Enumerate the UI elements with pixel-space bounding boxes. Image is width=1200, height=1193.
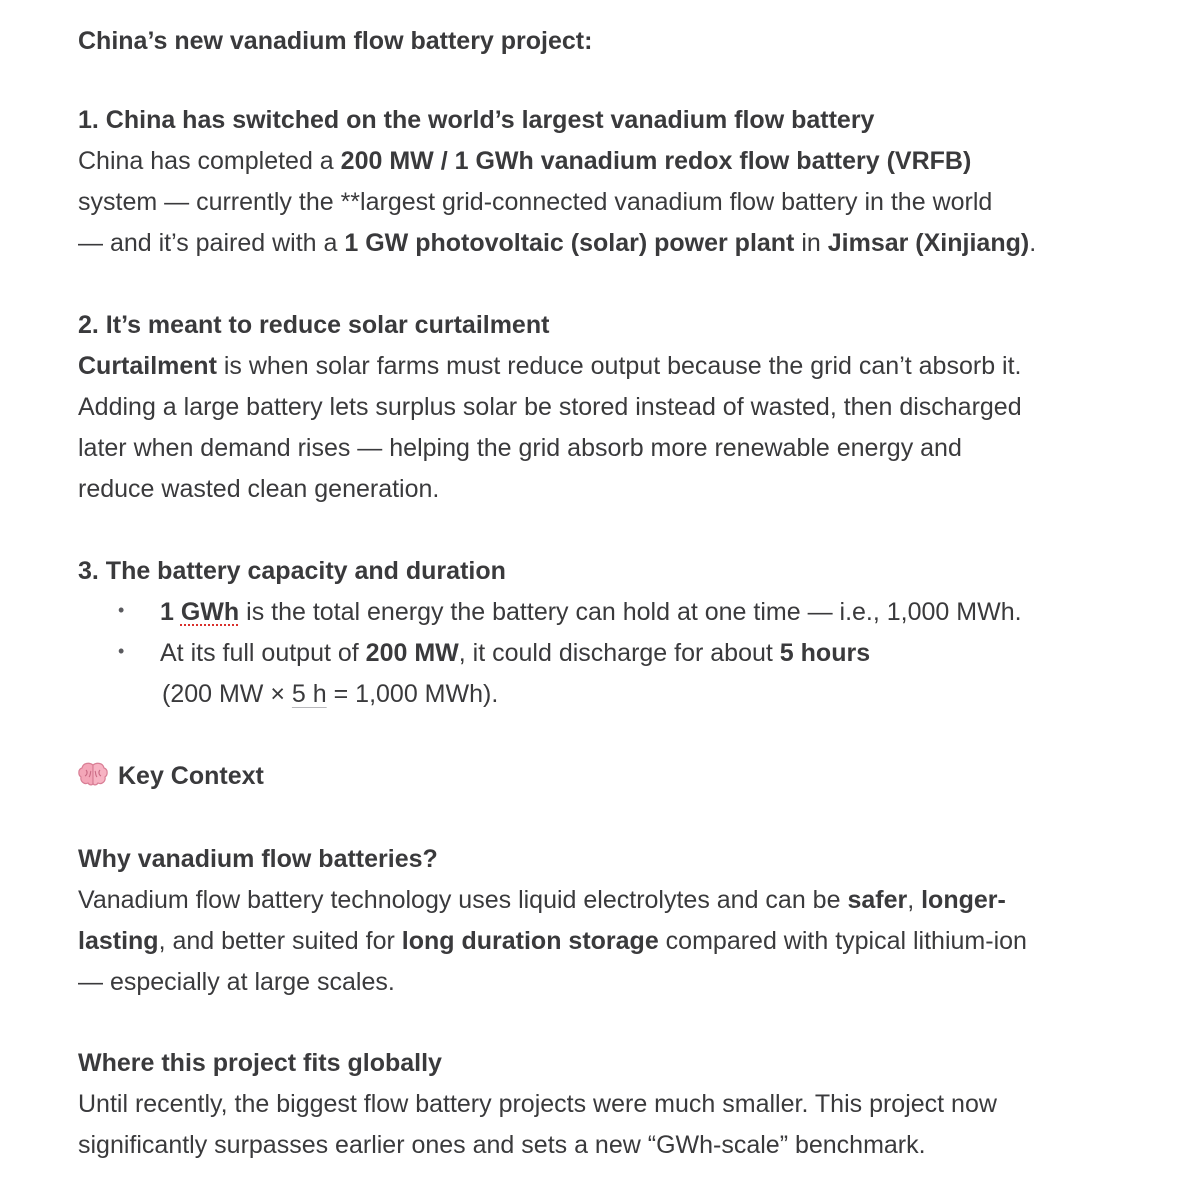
bold-run: safer bbox=[847, 886, 908, 914]
bold-run: longer- bbox=[921, 886, 1006, 914]
bold-run: 1 bbox=[160, 598, 181, 626]
bold-run: 200 MW bbox=[365, 639, 459, 667]
where-line-1: Until recently, the biggest flow battery projects were much smaller. This project now bbox=[78, 1090, 997, 1118]
bold-run: Jimsar (Xinjiang) bbox=[827, 229, 1030, 257]
bold-run: long duration storage bbox=[401, 927, 659, 955]
text-run: is the total energy the battery can hold at one time — i.e., 1,000 MWh. bbox=[239, 598, 1022, 626]
bullet-dot: • bbox=[118, 641, 125, 661]
bold-run: 1 GW photovoltaic (solar) power plant bbox=[344, 229, 795, 257]
section-1-line-1 bbox=[78, 145, 971, 177]
text-run: . bbox=[1029, 229, 1037, 257]
section-1-line-3 bbox=[78, 227, 1036, 259]
text-run: (200 MW × bbox=[162, 680, 292, 708]
text-run: China has completed a bbox=[78, 147, 341, 175]
why-line-2 bbox=[78, 925, 1027, 957]
text-run: , bbox=[907, 886, 922, 914]
spellcheck-word: GWh bbox=[180, 598, 240, 626]
section-2-line-1 bbox=[78, 350, 1021, 382]
section-2-line-4: reduce wasted clean generation. bbox=[78, 475, 440, 503]
document-title: China’s new vanadium flow battery project: bbox=[78, 27, 593, 55]
section-1-line-2: system — currently the **largest grid-connected vanadium flow battery in the world bbox=[78, 188, 993, 216]
where-line-2: significantly surpasses earlier ones and sets a new “GWh-scale” benchmark. bbox=[78, 1131, 926, 1159]
bold-run: 200 MW / 1 GWh vanadium redox flow battery (VRFB) bbox=[340, 147, 972, 175]
why-line-3: — especially at large scales. bbox=[78, 968, 395, 996]
section-2-line-3: later when demand rises — helping the grid absorb more renewable energy and bbox=[78, 434, 962, 462]
bullet-item-1 bbox=[160, 596, 1022, 628]
section-2-line-2: Adding a large battery lets surplus solar be stored instead of wasted, then discharged bbox=[78, 393, 1022, 421]
bold-run: Curtailment bbox=[78, 352, 217, 380]
text-run: , and better suited for bbox=[158, 927, 402, 955]
key-context-heading bbox=[78, 760, 264, 792]
text-run: At its full output of bbox=[160, 639, 366, 667]
bold-run: 5 hours bbox=[779, 639, 871, 667]
text-run: compared with typical lithium-ion bbox=[658, 927, 1027, 955]
bullet-item-2-continuation bbox=[162, 678, 498, 710]
bullet-dot: • bbox=[118, 600, 125, 620]
section-3-heading: 3. The battery capacity and duration bbox=[78, 557, 506, 585]
text-run: in bbox=[794, 229, 828, 257]
text-run: , it could discharge for about bbox=[458, 639, 780, 667]
where-heading: Where this project fits globally bbox=[78, 1049, 442, 1077]
key-context-label: Key Context bbox=[118, 762, 264, 790]
bold-run: lasting bbox=[78, 927, 159, 955]
why-heading: Why vanadium flow batteries? bbox=[78, 845, 438, 873]
text-run: = 1,000 MWh). bbox=[326, 680, 499, 708]
underlined-run: 5 h bbox=[291, 680, 327, 708]
section-1-heading: 1. China has switched on the world’s largest vanadium flow battery bbox=[78, 106, 875, 134]
text-run: Vanadium flow battery technology uses liquid electrolytes and can be bbox=[78, 886, 848, 914]
why-line-1 bbox=[78, 884, 1006, 916]
brain-icon bbox=[78, 762, 108, 788]
text-run: — and it’s paired with a bbox=[78, 229, 345, 257]
section-2-heading: 2. It’s meant to reduce solar curtailment bbox=[78, 311, 550, 339]
bullet-item-2 bbox=[160, 637, 870, 669]
text-run: is when solar farms must reduce output because the grid can’t absorb it. bbox=[216, 352, 1022, 380]
